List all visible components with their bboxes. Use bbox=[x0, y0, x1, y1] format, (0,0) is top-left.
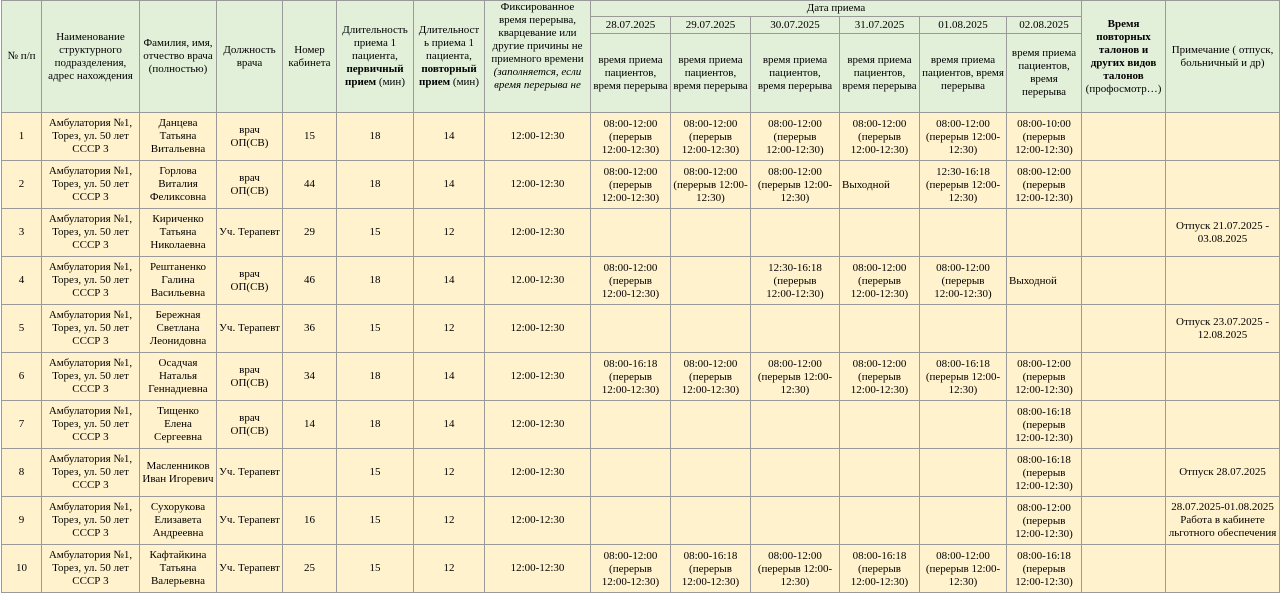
cell-repeat-tickets[interactable] bbox=[1082, 401, 1166, 449]
header-date: 31.07.2025 bbox=[840, 17, 920, 34]
cell-fio[interactable]: Горлова Виталия Феликсовна bbox=[140, 161, 217, 209]
header-date-sub: время приема пациентов, время перерыва bbox=[751, 34, 840, 113]
cell-fio[interactable]: Кириченко Татьяна Николаевна bbox=[140, 209, 217, 257]
cell-cabinet[interactable]: 29 bbox=[283, 209, 337, 257]
cell-fio[interactable]: Масленников Иван Игоревич bbox=[140, 449, 217, 497]
cell-dept[interactable]: Амбулатория №1, Торез, ул. 50 лет СССР 3 bbox=[42, 401, 140, 449]
cell-cabinet[interactable]: 34 bbox=[283, 353, 337, 401]
cell-cabinet[interactable]: 36 bbox=[283, 305, 337, 353]
cell-schedule-day[interactable] bbox=[840, 401, 920, 449]
cell-schedule-day[interactable]: 08:00-12:00 (перерыв 12:00-12:30) bbox=[591, 257, 671, 305]
cell-schedule-day[interactable]: 08:00-16:18 (перерыв 12:00- 12:30) bbox=[920, 353, 1007, 401]
header-primary-duration: Длительность приема 1 пациента, первичный прием (мин) bbox=[337, 1, 414, 113]
cell-repeat-duration[interactable]: 12 bbox=[414, 449, 485, 497]
cell-repeat-tickets[interactable] bbox=[1082, 497, 1166, 545]
cell-note[interactable] bbox=[1166, 113, 1280, 161]
table-row bbox=[2, 449, 1280, 497]
cell-schedule-day[interactable]: 08:00-12:00 (перерыв 12:00-12:30) bbox=[591, 545, 671, 593]
cell-note[interactable] bbox=[1166, 401, 1280, 449]
cell-position[interactable]: врач ОП(СВ) bbox=[217, 113, 283, 161]
cell-position[interactable]: Уч. Терапевт bbox=[217, 497, 283, 545]
cell-num[interactable]: 9 bbox=[2, 497, 42, 545]
cell-num[interactable]: 4 bbox=[2, 257, 42, 305]
header-date-sub: время приема пациентов, время перерыва bbox=[671, 34, 751, 113]
cell-schedule-day[interactable] bbox=[591, 449, 671, 497]
header-date-sub: время приема пациентов, время перерыва bbox=[920, 34, 1007, 113]
cell-fio[interactable]: Осадчая Наталья Геннадиевна bbox=[140, 353, 217, 401]
cell-primary-duration[interactable]: 15 bbox=[337, 305, 414, 353]
cell-repeat-tickets[interactable] bbox=[1082, 257, 1166, 305]
cell-schedule-day[interactable] bbox=[671, 449, 751, 497]
cell-note[interactable]: Отпуск 23.07.2025 - 12.08.2025 bbox=[1166, 305, 1280, 353]
cell-break[interactable]: 12:00-12:30 bbox=[485, 449, 591, 497]
cell-repeat-tickets[interactable] bbox=[1082, 545, 1166, 593]
cell-cabinet[interactable] bbox=[283, 449, 337, 497]
cell-primary-duration[interactable]: 18 bbox=[337, 401, 414, 449]
header-dept: Наименование структурного подразделения, адрес нахождения bbox=[42, 1, 140, 113]
cell-num[interactable]: 10 bbox=[2, 545, 42, 593]
cell-note[interactable]: 28.07.2025-01.08.2025 Работа в кабинете льготного обеспечения bbox=[1166, 497, 1280, 545]
cell-schedule-day[interactable]: 08:00-12:00 (перерыв 12:00- 12:30) bbox=[920, 545, 1007, 593]
table-row bbox=[2, 497, 1280, 545]
cell-schedule-day[interactable] bbox=[671, 497, 751, 545]
cell-schedule-day[interactable]: 12:30-16:18 (перерыв 12:00-12:30) bbox=[751, 257, 840, 305]
cell-primary-duration[interactable]: 15 bbox=[337, 545, 414, 593]
cell-schedule-day[interactable]: 08:00-10:00 (перерыв 12:00-12:30) bbox=[1007, 113, 1082, 161]
cell-schedule-day[interactable] bbox=[1007, 305, 1082, 353]
cell-schedule-day[interactable] bbox=[591, 401, 671, 449]
table-row bbox=[2, 257, 1280, 305]
header-date: 30.07.2025 bbox=[751, 17, 840, 34]
cell-schedule-day[interactable]: 08:00-12:00 (перерыв 12:00- 12:30) bbox=[920, 113, 1007, 161]
cell-schedule-day[interactable]: 08:00-16:18 (перерыв 12:00-12:30) bbox=[840, 545, 920, 593]
cell-note[interactable] bbox=[1166, 161, 1280, 209]
cell-repeat-duration[interactable]: 14 bbox=[414, 401, 485, 449]
cell-schedule-day[interactable]: 08:00-16:18 (перерыв 12:00-12:30) bbox=[1007, 401, 1082, 449]
cell-schedule-day[interactable]: 08:00-12:00 (перерыв 12:00- 12:30) bbox=[751, 161, 840, 209]
header-break: Фиксированное время перерыва, кварцевание или другие причины не приемного времени (заполняется, если время перерыва не bbox=[485, 1, 591, 113]
cell-schedule-day[interactable] bbox=[840, 209, 920, 257]
cell-break[interactable]: 12:00-12:30 bbox=[485, 305, 591, 353]
cell-schedule-day[interactable] bbox=[751, 497, 840, 545]
header-date: 01.08.2025 bbox=[920, 17, 1007, 34]
cell-schedule-day[interactable] bbox=[840, 305, 920, 353]
cell-schedule-day[interactable]: 08:00-16:18 (перерыв 12:00-12:30) bbox=[1007, 545, 1082, 593]
header-position: Должность врача bbox=[217, 1, 283, 113]
header-date: 02.08.2025 bbox=[1007, 17, 1082, 34]
cell-break[interactable]: 12:00-12:30 bbox=[485, 545, 591, 593]
header-date-sub: время приема пациентов, время перерыва bbox=[840, 34, 920, 113]
cell-dept[interactable]: Амбулатория №1, Торез, ул. 50 лет СССР 3 bbox=[42, 353, 140, 401]
cell-schedule-day[interactable]: 08:00-12:00 (перерыв 12:00-12:30) bbox=[591, 113, 671, 161]
cell-schedule-day[interactable]: 08:00-12:00 (перерыв 12:00-12:30) bbox=[840, 113, 920, 161]
cell-break[interactable]: 12:00-12:30 bbox=[485, 497, 591, 545]
table-row bbox=[2, 113, 1280, 161]
cell-fio[interactable]: Бережная Светлана Леонидовна bbox=[140, 305, 217, 353]
cell-num[interactable]: 7 bbox=[2, 401, 42, 449]
cell-schedule-day[interactable]: 08:00-12:00 (перерыв 12:00- 12:30) bbox=[751, 545, 840, 593]
cell-primary-duration[interactable]: 18 bbox=[337, 161, 414, 209]
cell-schedule-day[interactable]: 08:00-16:18 (перерыв 12:00-12:30) bbox=[1007, 449, 1082, 497]
cell-dept[interactable]: Амбулатория №1, Торез, ул. 50 лет СССР 3 bbox=[42, 305, 140, 353]
cell-num[interactable]: 6 bbox=[2, 353, 42, 401]
cell-schedule-day[interactable] bbox=[591, 209, 671, 257]
cell-num[interactable]: 8 bbox=[2, 449, 42, 497]
cell-break[interactable]: 12:00-12:30 bbox=[485, 209, 591, 257]
cell-primary-duration[interactable]: 15 bbox=[337, 449, 414, 497]
cell-repeat-tickets[interactable] bbox=[1082, 305, 1166, 353]
cell-fio[interactable]: Данцева Татьяна Витальевна bbox=[140, 113, 217, 161]
cell-primary-duration[interactable]: 15 bbox=[337, 497, 414, 545]
cell-repeat-tickets[interactable] bbox=[1082, 353, 1166, 401]
table-row bbox=[2, 353, 1280, 401]
cell-break[interactable]: 12:00-12:30 bbox=[485, 353, 591, 401]
cell-primary-duration[interactable]: 18 bbox=[337, 353, 414, 401]
cell-note[interactable] bbox=[1166, 257, 1280, 305]
cell-schedule-day[interactable]: 08:00-12:00 (перерыв 12:00-12:30) bbox=[1007, 497, 1082, 545]
cell-break[interactable]: 12:00-12:30 bbox=[485, 113, 591, 161]
cell-schedule-day[interactable] bbox=[751, 209, 840, 257]
cell-break[interactable]: 12:00-12:30 bbox=[485, 401, 591, 449]
header-repeat-tickets: Время повторных талонов и других видов талонов (профосмотр…) bbox=[1082, 1, 1166, 113]
cell-primary-duration[interactable]: 15 bbox=[337, 209, 414, 257]
cell-num[interactable]: 5 bbox=[2, 305, 42, 353]
table-row bbox=[2, 305, 1280, 353]
cell-note[interactable] bbox=[1166, 353, 1280, 401]
header-date-sub: время приема пациентов, время перерыва bbox=[1007, 34, 1082, 113]
cell-break[interactable]: 12:00-12:30 bbox=[485, 161, 591, 209]
header-date: 28.07.2025 bbox=[591, 17, 671, 34]
cell-cabinet[interactable]: 15 bbox=[283, 113, 337, 161]
cell-schedule-day[interactable]: 08:00-12:00 (перерыв 12:00-12:30) bbox=[1007, 353, 1082, 401]
cell-schedule-day[interactable]: 08:00-12:00 (перерыв 12:00-12:30) bbox=[920, 257, 1007, 305]
cell-note[interactable]: Отпуск 28.07.2025 bbox=[1166, 449, 1280, 497]
cell-schedule-day[interactable] bbox=[671, 209, 751, 257]
table-row bbox=[2, 401, 1280, 449]
cell-dept[interactable]: Амбулатория №1, Торез, ул. 50 лет СССР 3 bbox=[42, 449, 140, 497]
cell-position[interactable]: врач ОП(СВ) bbox=[217, 353, 283, 401]
cell-dept[interactable]: Амбулатория №1, Торез, ул. 50 лет СССР 3 bbox=[42, 257, 140, 305]
cell-schedule-day[interactable] bbox=[671, 257, 751, 305]
cell-schedule-day[interactable] bbox=[1007, 209, 1082, 257]
cell-schedule-day[interactable] bbox=[751, 449, 840, 497]
header-num: № п/п bbox=[2, 1, 42, 113]
cell-schedule-day[interactable]: 08:00-12:00 (перерыв 12:00-12:30) bbox=[751, 113, 840, 161]
cell-fio[interactable]: Тищенко Елена Сергеевна bbox=[140, 401, 217, 449]
cell-num[interactable]: 1 bbox=[2, 113, 42, 161]
cell-position[interactable]: врач ОП(СВ) bbox=[217, 401, 283, 449]
cell-repeat-duration[interactable]: 12 bbox=[414, 305, 485, 353]
cell-fio[interactable]: Сухорукова Елизавета Андреевна bbox=[140, 497, 217, 545]
header-repeat-duration: Длительност ь приема 1 пациента, повторный прием (мин) bbox=[414, 1, 485, 113]
cell-schedule-day[interactable] bbox=[591, 305, 671, 353]
cell-schedule-day[interactable]: 08:00-12:00 (перерыв 12:00-12:30) bbox=[671, 353, 751, 401]
cell-schedule-day[interactable]: 08:00-12:00 (перерыв 12:00-12:30) bbox=[840, 257, 920, 305]
cell-repeat-duration[interactable]: 14 bbox=[414, 161, 485, 209]
cell-dept[interactable]: Амбулатория №1, Торез, ул. 50 лет СССР 3 bbox=[42, 209, 140, 257]
cell-schedule-day[interactable]: 08:00-12:00 (перерыв 12:00- 12:30) bbox=[751, 353, 840, 401]
cell-repeat-duration[interactable]: 14 bbox=[414, 113, 485, 161]
cell-position[interactable]: Уч. Терапевт bbox=[217, 449, 283, 497]
cell-fio[interactable]: Кафтайкина Татьяна Валерьевна bbox=[140, 545, 217, 593]
header-date: 29.07.2025 bbox=[671, 17, 751, 34]
cell-schedule-day[interactable]: 08:00-12:00 (перерыв 12:00-12:30) bbox=[840, 353, 920, 401]
cell-repeat-duration[interactable]: 12 bbox=[414, 545, 485, 593]
cell-cabinet[interactable]: 25 bbox=[283, 545, 337, 593]
table-row bbox=[2, 209, 1280, 257]
cell-schedule-day[interactable]: 12:30-16:18 (перерыв 12:00- 12:30) bbox=[920, 161, 1007, 209]
cell-schedule-day[interactable] bbox=[920, 305, 1007, 353]
header-notes: Примечание ( отпуск, больничный и др) bbox=[1166, 1, 1280, 113]
cell-schedule-day[interactable]: 08:00-16:18 (перерыв 12:00-12:30) bbox=[591, 353, 671, 401]
cell-position[interactable]: Уч. Терапевт bbox=[217, 545, 283, 593]
cell-repeat-duration[interactable]: 14 bbox=[414, 257, 485, 305]
cell-repeat-duration[interactable]: 14 bbox=[414, 353, 485, 401]
cell-repeat-tickets[interactable] bbox=[1082, 113, 1166, 161]
cell-num[interactable]: 2 bbox=[2, 161, 42, 209]
cell-schedule-day[interactable] bbox=[840, 497, 920, 545]
cell-schedule-day[interactable]: 08:00-12:00 (перерыв 12:00-12:30) bbox=[591, 161, 671, 209]
cell-cabinet[interactable]: 44 bbox=[283, 161, 337, 209]
cell-repeat-tickets[interactable] bbox=[1082, 161, 1166, 209]
cell-schedule-day[interactable] bbox=[840, 449, 920, 497]
table-row bbox=[2, 545, 1280, 593]
cell-schedule-day[interactable] bbox=[671, 305, 751, 353]
cell-schedule-day[interactable] bbox=[920, 497, 1007, 545]
cell-repeat-tickets[interactable] bbox=[1082, 209, 1166, 257]
header-date-group: Дата приема bbox=[591, 1, 1082, 17]
cell-schedule-day[interactable] bbox=[920, 401, 1007, 449]
cell-schedule-day[interactable] bbox=[751, 401, 840, 449]
cell-note[interactable]: Отпуск 21.07.2025 - 03.08.2025 bbox=[1166, 209, 1280, 257]
cell-cabinet[interactable]: 46 bbox=[283, 257, 337, 305]
cell-position[interactable]: Уч. Терапевт bbox=[217, 305, 283, 353]
cell-dept[interactable]: Амбулатория №1, Торез, ул. 50 лет СССР 3 bbox=[42, 113, 140, 161]
cell-schedule-day[interactable] bbox=[671, 401, 751, 449]
table-row bbox=[2, 161, 1280, 209]
cell-primary-duration[interactable]: 18 bbox=[337, 113, 414, 161]
cell-schedule-day[interactable]: 08:00-12:00 (перерыв 12:00- 12:30) bbox=[671, 161, 751, 209]
cell-schedule-day[interactable]: Выходной bbox=[840, 161, 920, 209]
cell-schedule-day[interactable] bbox=[751, 305, 840, 353]
cell-schedule-day[interactable]: 08:00-16:18 (перерыв 12:00-12:30) bbox=[671, 545, 751, 593]
header-cabinet: Номер кабинета bbox=[283, 1, 337, 113]
cell-schedule-day[interactable]: 08:00-12:00 (перерыв 12:00-12:30) bbox=[1007, 161, 1082, 209]
header-date-sub: время приема пациентов, время перерыва bbox=[591, 34, 671, 113]
cell-fio[interactable]: Рештаненко Галина Васильевна bbox=[140, 257, 217, 305]
cell-repeat-tickets[interactable] bbox=[1082, 449, 1166, 497]
cell-break[interactable]: 12.00-12:30 bbox=[485, 257, 591, 305]
cell-primary-duration[interactable]: 18 bbox=[337, 257, 414, 305]
cell-position[interactable]: Уч. Терапевт bbox=[217, 209, 283, 257]
cell-position[interactable]: врач ОП(СВ) bbox=[217, 257, 283, 305]
cell-note[interactable] bbox=[1166, 545, 1280, 593]
cell-schedule-day[interactable]: 08:00-12:00 (перерыв 12:00-12:30) bbox=[671, 113, 751, 161]
cell-dept[interactable]: Амбулатория №1, Торез, ул. 50 лет СССР 3 bbox=[42, 545, 140, 593]
cell-position[interactable]: врач ОП(СВ) bbox=[217, 161, 283, 209]
cell-dept[interactable]: Амбулатория №1, Торез, ул. 50 лет СССР 3 bbox=[42, 161, 140, 209]
schedule-body bbox=[2, 113, 1280, 593]
cell-schedule-day[interactable] bbox=[920, 209, 1007, 257]
cell-schedule-day[interactable]: Выходной bbox=[1007, 257, 1082, 305]
cell-dept[interactable]: Амбулатория №1, Торез, ул. 50 лет СССР 3 bbox=[42, 497, 140, 545]
cell-repeat-duration[interactable]: 12 bbox=[414, 497, 485, 545]
cell-cabinet[interactable]: 14 bbox=[283, 401, 337, 449]
cell-repeat-duration[interactable]: 12 bbox=[414, 209, 485, 257]
header-fio: Фамилия, имя, отчество врача (полностью) bbox=[140, 1, 217, 113]
cell-schedule-day[interactable] bbox=[591, 497, 671, 545]
cell-num[interactable]: 3 bbox=[2, 209, 42, 257]
cell-schedule-day[interactable] bbox=[920, 449, 1007, 497]
schedule-table bbox=[1, 0, 1280, 593]
cell-cabinet[interactable]: 16 bbox=[283, 497, 337, 545]
